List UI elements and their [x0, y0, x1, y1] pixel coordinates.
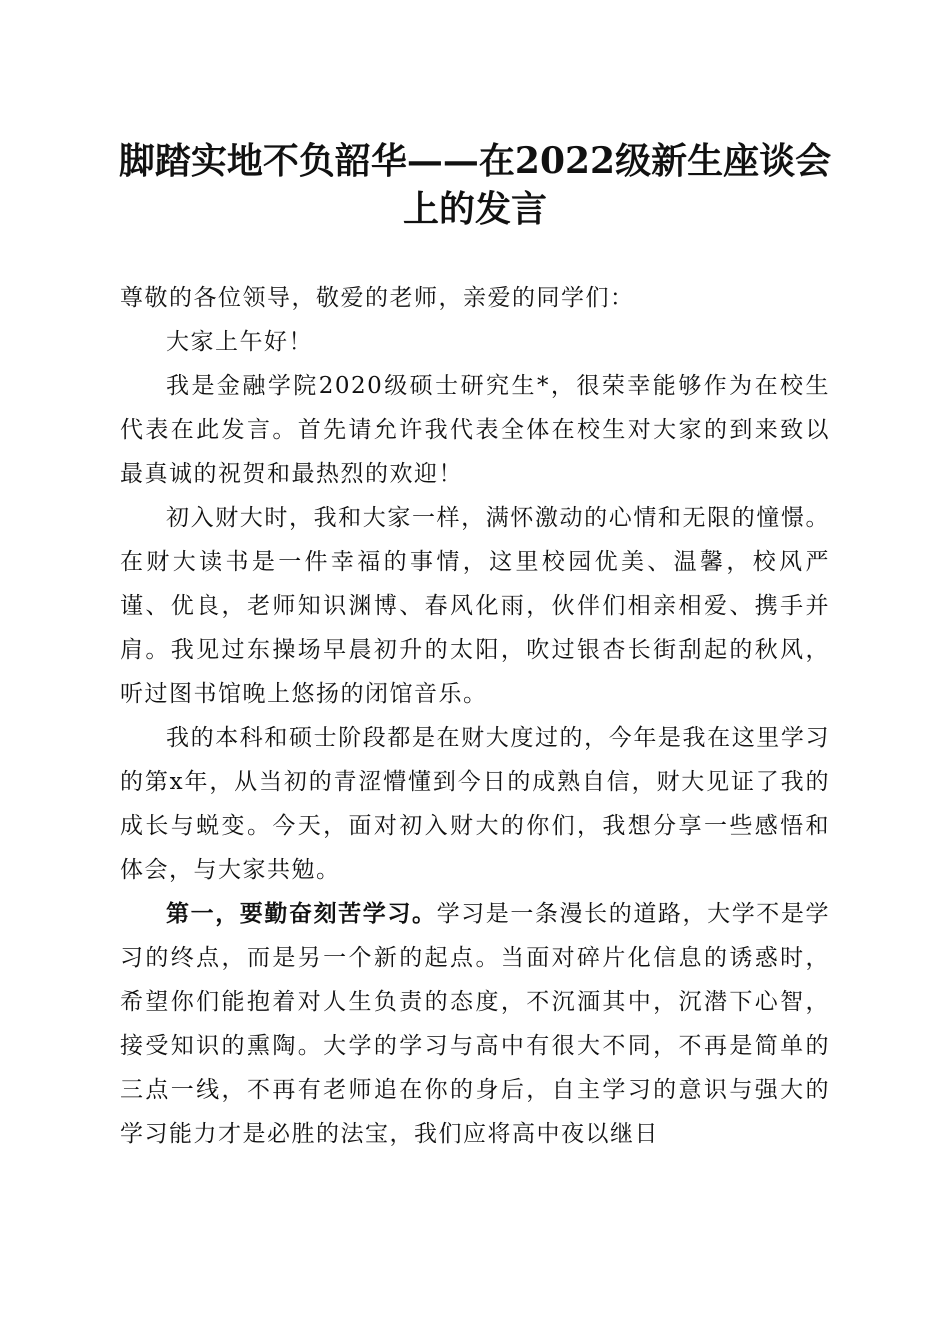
paragraph-intro: 我是金融学院2020级硕士研究生*，很荣幸能够作为在校生代表在此发言。首先请允许我代表全体在校生对大家的到来致以最真诚的祝贺和最热烈的欢迎！ — [120, 373, 830, 487]
document-title — [100, 137, 850, 233]
title-line-2: 上的发言 — [402, 188, 547, 230]
point-1-heading: 第一，要勤奋刻苦学习。 — [166, 900, 437, 927]
paragraph-campus: 初入财大时，我和大家一样，满怀激动的心情和无限的憧憬。在财大读书是一件幸福的事情，这里校园优美、温馨，校风严谨、优良，老师知识渊博、春风化雨，伙伴们相亲相爱、携手并肩。我见过东操场早晨初升的太阳，吹过银杏长街刮起的秋风，听过图书馆晚上悠扬的闭馆音乐。 — [120, 505, 830, 707]
paragraph-growth: 我的本科和硕士阶段都是在财大度过的，今年是我在这里学习的第x年，从当初的青涩懵懂到今日的成熟自信，财大见证了我的成长与蜕变。今天，面对初入财大的你们，我想分享一些感悟和体会，与大家共勉。 — [120, 725, 830, 883]
paragraph-point-1 — [120, 892, 830, 1156]
salutation: 尊敬的各位领导，敬爱的老师，亲爱的同学们： — [120, 285, 635, 311]
greeting: 大家上午好！ — [166, 329, 313, 355]
point-1-text: 学习是一条漫长的道路，大学不是学习的终点，而是另一个新的起点。当面对碎片化信息的诱惑时，希望你们能抱着对人生负责的态度，不沉湎其中，沉潜下心智，接受知识的熏陶。大学的学习与高中有很大不同，不再是简单的三点一线，不再有老师追在你的身后，自主学习的意识与强大的学习能力才是必胜的法宝，我们应将高中夜以继日 — [120, 901, 831, 1147]
title-line-1: 脚踏实地不负韶华——在2022级新生座谈会 — [118, 140, 832, 182]
document-body — [120, 276, 830, 1156]
